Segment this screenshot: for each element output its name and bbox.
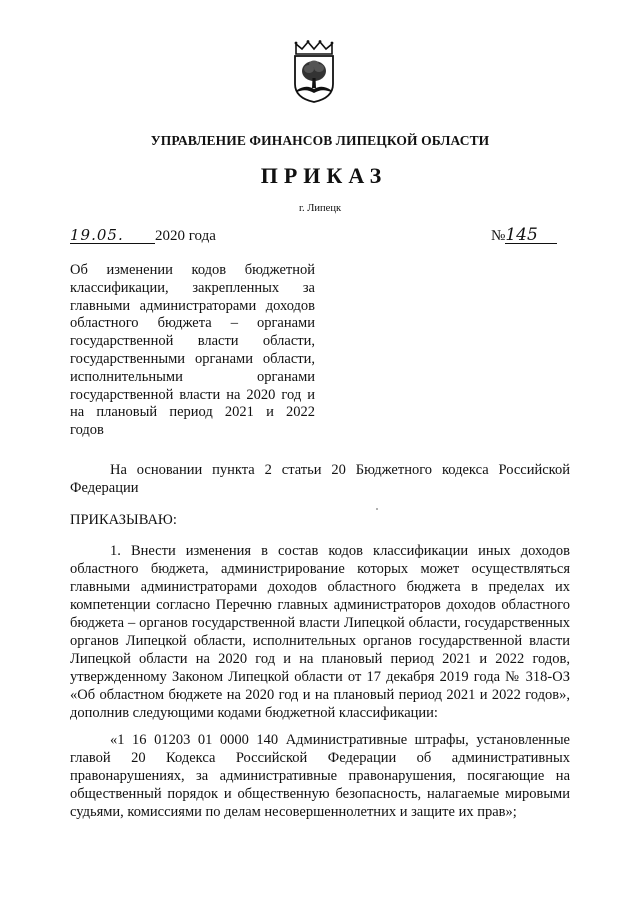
document-title: ПРИКАЗ bbox=[260, 163, 388, 188]
legal-basis-paragraph: На основании пункта 2 статьи 20 Бюджетного кодекса Российской Федерации bbox=[70, 462, 570, 496]
organization-name: УПРАВЛЕНИЕ ФИНАНСОВ ЛИПЕЦКОЙ ОБЛАСТИ bbox=[150, 133, 490, 148]
scan-speck bbox=[376, 508, 378, 510]
city-label: г. Липецк bbox=[298, 203, 342, 214]
coat-of-arms-icon bbox=[290, 40, 338, 104]
order-subject bbox=[70, 262, 315, 440]
subject-line: государственной власти области, bbox=[70, 333, 315, 350]
subject-line: государственной власти на 2020 год и bbox=[70, 386, 315, 403]
subject-line: классификации, закрепленных за bbox=[70, 279, 315, 296]
handwritten-date: 19.05. bbox=[70, 227, 155, 244]
subject-line: на плановый период 2021 и 2022 bbox=[70, 404, 315, 421]
subject-line: исполнительными органами bbox=[70, 368, 315, 385]
order-date bbox=[70, 227, 216, 245]
budget-code-item: «1 16 01203 01 0000 140 Административные штрафы, установленные главой 20 Кодекса Российской Федерации об административных правонарушениях, за административные правонарушения, посягающие на общественный порядок и общественную безопасность, налагаемые мировыми судьями, комиссиями по делам несовершеннолетних и защите их прав»; bbox=[70, 732, 570, 820]
date-year: 2020 года bbox=[155, 228, 216, 244]
handwritten-number: 145 bbox=[505, 227, 557, 244]
order-number bbox=[491, 227, 557, 245]
order-directive-word: ПРИКАЗЫВАЮ: bbox=[70, 512, 177, 528]
subject-line: годов bbox=[70, 422, 104, 439]
subject-line: государственными органами области, bbox=[70, 350, 315, 367]
number-sign: № bbox=[491, 228, 506, 244]
subject-line: Об изменении кодов бюджетной bbox=[70, 262, 315, 278]
subject-line: областного бюджета – органами bbox=[70, 315, 315, 332]
subject-line: главными администраторами доходов bbox=[70, 297, 315, 314]
paragraph-1: 1. Внести изменения в состав кодов классификации иных доходов областного бюджета, администрирование которых может осуществляться главными администраторами доходов областного бюджета в пределах их компетенции согласно Перечню главных администраторов доходов областного бюджета – органов государственной власти Липецкой области, государственных органов Липецкой области, исполнительных органов государственной власти Липецкой области на 2020 год и на плановый период 2021 и 2022 годов, утвержденному Законом Липецкой области от 17 декабря 2019 года № 318-ОЗ «Об областном бюджете на 2020 год и на плановый период 2021 и 2022 годов», дополнив следующими кодами бюджетной классификации: bbox=[70, 543, 570, 721]
